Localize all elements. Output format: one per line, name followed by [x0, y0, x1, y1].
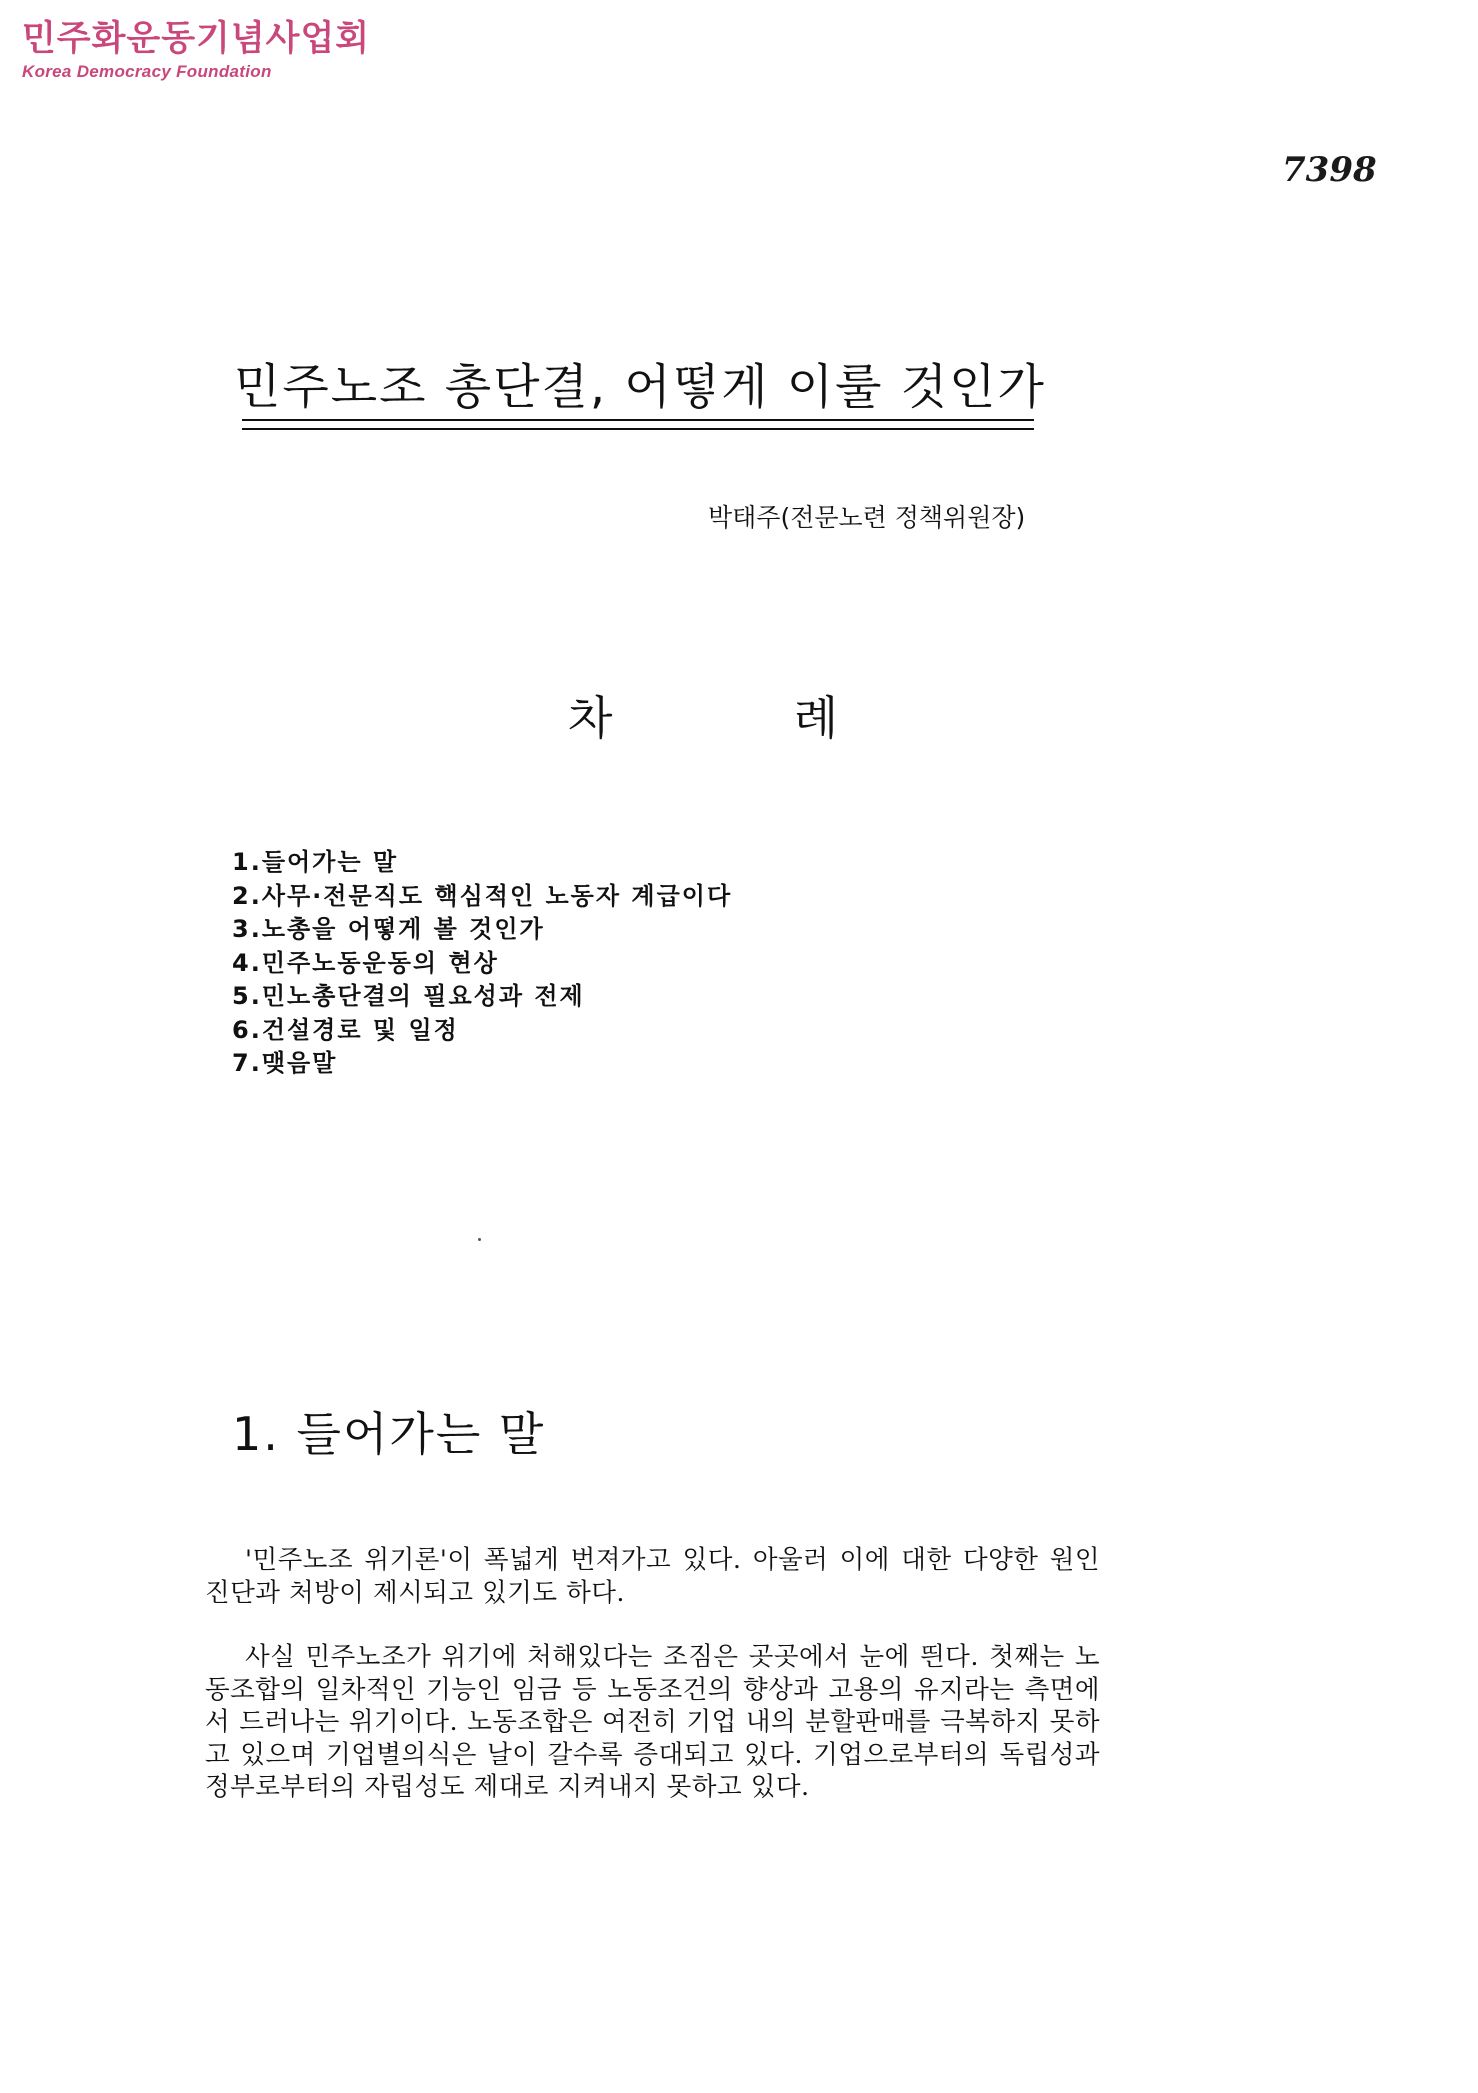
body-paragraph: '민주노조 위기론'이 폭넓게 번져가고 있다. 아울러 이에 대한 다양한 원인 진단과 처방이 제시되고 있기도 하다.	[205, 1545, 1100, 1608]
toc-item: 6.건설경로 및 일정	[232, 1015, 459, 1044]
watermark-logo	[22, 18, 370, 82]
toc-item: 1.들어가는 말	[232, 848, 399, 876]
section-heading: 1. 들어가는 말	[232, 1407, 546, 1461]
toc-heading	[568, 682, 838, 748]
title-double-underline	[242, 419, 1034, 430]
toc-heading-right: 례	[793, 691, 838, 745]
author-line: 박태주(전문노련 정책위원장)	[708, 503, 1026, 532]
watermark-english: Korea Democracy Foundation	[22, 62, 272, 81]
toc-item: 5.민노총단결의 필요성과 전제	[232, 982, 585, 1010]
body-paragraph: 사실 민주노조가 위기에 처해있다는 조짐은 곳곳에서 눈에 띈다. 첫째는 노동조합의 일차적인 기능인 임금 등 노동조건의 향상과 고용의 유지라는 측면에서 드러나는 위기이다. 노동조합은 여전히 기업 내의 분할판매를 극복하지 못하고 있으며 기업별의식은 날이 갈수록 증대되고 있다. 기업으로부터의 독립성과 정부로부터의 자립성도 제대로 지켜내지 못하고 있다.	[205, 1642, 1100, 1802]
toc-item: 3.노총을 어떻게 볼 것인가	[232, 915, 545, 943]
document-title: 민주노조 총단결, 어떻게 이룰 것인가	[234, 359, 1046, 415]
watermark-korean: 민주화운동기념사업회	[22, 18, 371, 59]
toc-heading-left: 차	[568, 691, 613, 745]
toc-item: 4.민주노동운동의 현상	[232, 948, 499, 977]
toc-item: 2.사무·전문직도 핵심적인 노동자 계급이다	[232, 881, 733, 910]
table-of-contents	[232, 846, 732, 1081]
toc-item: 7.맺음말	[232, 1049, 338, 1077]
section-body	[205, 1544, 1100, 1836]
page-number: 7398	[1282, 150, 1377, 190]
scan-speck	[478, 1238, 481, 1241]
